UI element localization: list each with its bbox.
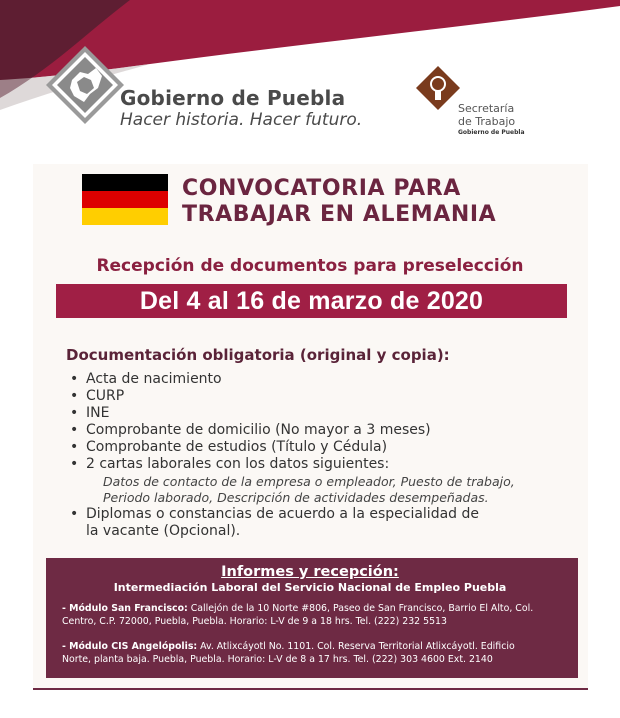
germany-flag-icon: [82, 174, 168, 225]
list-item-continuation: la vacante (Opcional).: [86, 523, 241, 539]
modulo-cis-address: Av. Atlixcáyotl No. 1101. Col. Reserva Territorial Atlixcáyotl. Edificio: [197, 641, 515, 652]
bullet-icon: •: [70, 388, 79, 404]
secretaria-line1: Secretaría: [458, 102, 515, 115]
info-title: Informes y recepción:: [221, 564, 399, 580]
bullet-icon: •: [70, 456, 79, 472]
page-title-line1: CONVOCATORIA PARA: [182, 176, 461, 201]
bullet-icon: •: [70, 371, 79, 387]
bullet-icon: •: [70, 506, 79, 522]
flag-stripe-red: [82, 191, 168, 208]
list-item: [70, 439, 387, 455]
secretaria-trabajo-logo-icon: [416, 66, 460, 110]
modulo-san-francisco-address: Callejón de la 10 Norte #806, Paseo de San Francisco, Barrio El Alto, Col.: [187, 603, 534, 614]
list-item-text: INE: [86, 405, 110, 421]
date-banner-text: Del 4 al 16 de marzo de 2020: [139, 287, 484, 315]
flag-stripe-black: [82, 174, 168, 191]
sub-note-line1: Datos de contacto de la empresa o empleador, Puesto de trabajo,: [103, 474, 515, 489]
date-banner: [56, 284, 567, 318]
requirements-heading: Documentación obligatoria (original y copia):: [66, 346, 450, 364]
bottom-divider: [33, 688, 588, 690]
list-item-text: Diplomas o constancias de acuerdo a la especialidad de: [86, 506, 479, 522]
gobierno-puebla-logo-icon: [44, 44, 126, 126]
list-item-text: CURP: [86, 388, 125, 404]
modulo-cis-line1: [62, 640, 515, 653]
list-item: [70, 456, 389, 472]
secretaria-line3: Gobierno de Puebla: [458, 129, 525, 136]
bullet-icon: •: [70, 439, 79, 455]
list-item: [70, 388, 124, 404]
info-subtitle: Intermediación Laboral del Servicio Nacional de Empleo Puebla: [113, 581, 507, 594]
bullet-icon: •: [70, 422, 79, 438]
page-subtitle: Recepción de documentos para preselección: [96, 256, 524, 276]
list-item-text: Comprobante de estudios (Título y Cédula): [86, 439, 388, 455]
modulo-cis-label: - Módulo CIS Angelópolis:: [62, 641, 198, 652]
list-item-text: Acta de nacimiento: [86, 371, 222, 387]
modulo-san-francisco-line2: Centro, C.P. 72000, Puebla, Puebla. Horario: L-V de 9 a 18 hrs. Tel. (222) 232 5513: [62, 616, 447, 627]
gobierno-slogan: Hacer historia. Hacer futuro.: [120, 110, 363, 130]
gobierno-name: Gobierno de Puebla: [120, 86, 346, 110]
list-item: [70, 371, 222, 387]
list-item: [70, 405, 109, 421]
modulo-cis-line2: Norte, planta baja. Puebla, Puebla. Horario: L-V de 8 a 17 hrs. Tel. (222) 303 4600 Ext. 2140: [62, 654, 493, 665]
list-item-text: Comprobante de domicilio (No mayor a 3 meses): [86, 422, 431, 438]
modulo-san-francisco-label: - Módulo San Francisco:: [62, 603, 188, 614]
list-item-text: 2 cartas laborales con los datos siguientes:: [86, 456, 390, 472]
modulo-san-francisco-line1: [62, 602, 533, 615]
secretaria-line2: de Trabajo: [458, 115, 516, 128]
sub-note-line2: Periodo laborado, Descripción de actividades desempeñadas.: [103, 490, 489, 505]
page-title-line2: TRABAJAR EN ALEMANIA: [182, 202, 497, 227]
bullet-icon: •: [70, 405, 79, 421]
list-item: [70, 506, 479, 522]
list-item: [70, 422, 431, 438]
flag-stripe-gold: [82, 208, 168, 225]
